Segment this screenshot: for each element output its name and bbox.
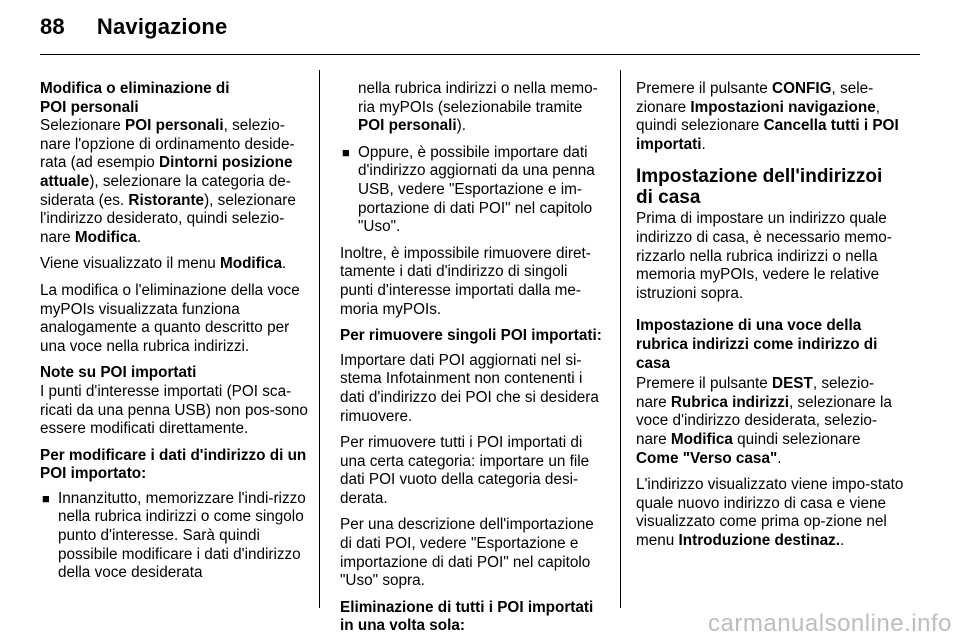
paragraph: Per una descrizione dell'importazione di dati POI, vedere "Esportazione e importazione di dati POI" nel capitolo "Uso" sopra. bbox=[340, 516, 594, 590]
paragraph: La modifica o l'eliminazione della voce myPOIs visualizzata funziona analogamente a quanto descritto per una voce nella rubrica indirizzi. bbox=[40, 281, 300, 355]
section-heading: Impostazione di una voce della rubrica indirizzi come indirizzo di casa bbox=[636, 317, 878, 372]
bullet-square-icon: ■ bbox=[42, 490, 50, 506]
paragraph: Viene visualizzato il menu Modifica. bbox=[40, 255, 287, 273]
paragraph: Prima di impostare un indirizzo quale indirizzo di casa, è necessario memo-rizzarlo nella rubrica indirizzi o nella memoria myPOIs, vedere le relative istruzioni sopra. bbox=[636, 210, 892, 302]
paragraph: Premere il pulsante DEST, selezio-nare Rubrica indirizzi, selezionare la voce d'indirizzo desiderata, selezio-nare Modifica quindi selezionare Come "Verso casa". bbox=[636, 375, 892, 467]
column-2 bbox=[340, 80, 602, 636]
section-heading: Note su POI importati bbox=[40, 364, 197, 382]
paragraph: I punti d'interesse importati (POI sca-ricati da una penna USB) non pos-sono essere modificati direttamente. bbox=[40, 382, 308, 438]
paragraph: Importare dati POI aggiornati nel si-stema Infotainment non contenenti i dati d'indirizzo dei POI che si desidera rimuovere. bbox=[340, 351, 599, 425]
header-rule bbox=[40, 54, 920, 55]
section-heading: Per rimuovere singoli POI importati: bbox=[340, 327, 602, 345]
column-3 bbox=[636, 80, 904, 558]
bullet-item: ■ Oppure, è possibile importare dati d'indirizzo aggiornati da una penna USB, vedere "Esportazione e im-portazione di dati POI" nel capitolo "Uso". bbox=[342, 143, 595, 236]
paragraph: Inoltre, è impossibile rimuovere diret-tamente i dati d'indirizzo di singoli punti d'interesse importati dalla me-moria myPOIs. bbox=[340, 244, 591, 318]
bullet-square-icon: ■ bbox=[342, 144, 350, 160]
page-title: Navigazione bbox=[96, 14, 228, 39]
column-divider bbox=[319, 70, 320, 608]
watermark: carmanualsonline.info bbox=[708, 610, 952, 637]
section-title: Impostazione dell'indirizzoi di casa bbox=[636, 166, 883, 209]
bullet-item: ■ Innanzitutto, memorizzare l'indi-rizzo nella rubrica indirizzi o come singolo punto d'interesse. Sarà quindi possibile modificare i dati d'indirizzo della voce desiderata bbox=[42, 489, 306, 582]
paragraph: Selezionare POI personali, selezio-nare l'opzione di ordinamento deside-rata (ad esempio Dintorni posizione attuale), selezionare la categoria de-siderata (es. Ristorante), selezionare l'indirizzo desiderato, quindi selezio-nare Modifica. bbox=[40, 117, 296, 246]
section-heading: Eliminazione di tutti i POI importati in una volta sola: bbox=[340, 598, 594, 635]
column-divider bbox=[620, 70, 621, 608]
paragraph: Per rimuovere tutti i POI importati di una certa categoria: importare un file dati POI vuoto della categoria desi-derata. bbox=[340, 434, 590, 507]
column-1 bbox=[40, 80, 308, 591]
paragraph: L'indirizzo visualizzato viene impo-stato quale nuovo indirizzo di casa e viene visualizzato come prima op-zione nel menu Introduzione destinaz.. bbox=[636, 476, 904, 549]
section-heading: Modifica o eliminazione di POI personali bbox=[40, 80, 230, 116]
paragraph: Premere il pulsante CONFIG, sele-zionare Impostazioni navigazione, quindi selezionare Cancella tutti i POI importati. bbox=[636, 80, 899, 153]
page-number: 88 bbox=[40, 14, 65, 39]
section-heading: Per modificare i dati d'indirizzo di un POI importato: bbox=[40, 446, 307, 483]
page-header bbox=[40, 14, 227, 40]
bullet-continuation: nella rubrica indirizzi o nella memo-ria myPOIs (selezionabile tramite POI personali). bbox=[358, 80, 598, 135]
